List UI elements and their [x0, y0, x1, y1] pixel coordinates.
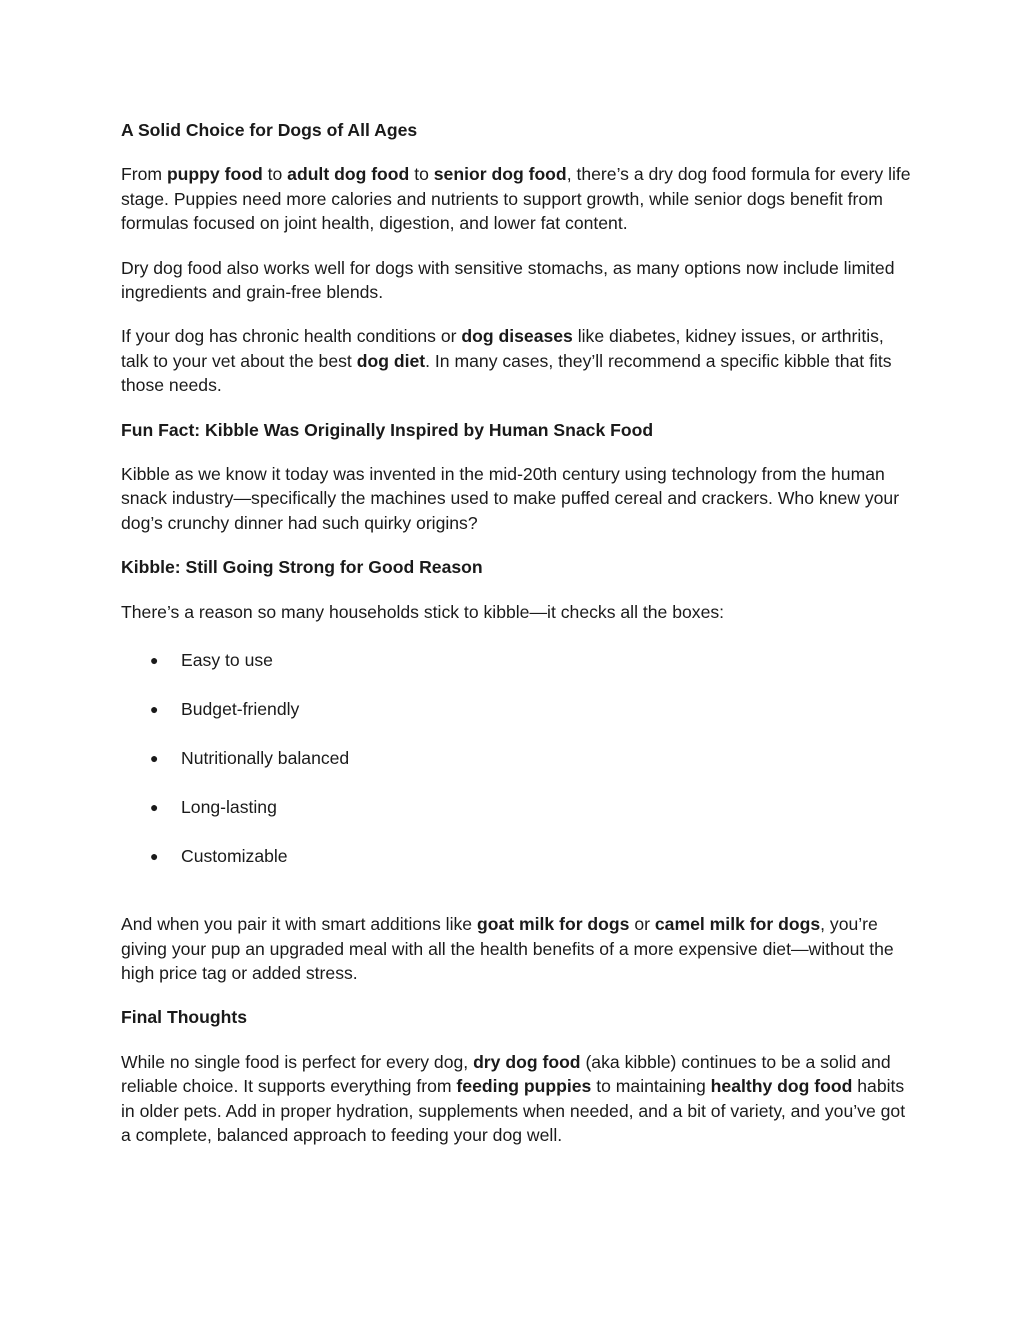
- text-run: , there’s a dry dog food formula for every life stage. Puppies need more calories and nutrients to support growth, while senior dogs benefit from formulas focused on joint health, digestion, and lower fat content.: [121, 164, 911, 234]
- bold-keyword: dog diet: [356, 350, 426, 371]
- text-run: habits in older pets. Add in proper hydration, supplements when needed, and a bit of variety, and you’ve got a complete, balanced approach to feeding your dog well.: [121, 1076, 906, 1145]
- bold-keyword: feeding puppies: [456, 1076, 592, 1097]
- text-run: to: [409, 164, 434, 185]
- bullet-icon: ●: [150, 749, 159, 766]
- bullet-icon: ●: [150, 701, 159, 717]
- text-run: (aka kibble) continues to be a solid and reliable choice. It supports everything from: [121, 1051, 891, 1097]
- paragraph: [121, 600, 911, 624]
- text-run: If your dog has chronic health conditions or: [121, 326, 462, 347]
- text-run: like diabetes, kidney issues, or arthritis, talk to your vet about the best: [121, 326, 884, 371]
- paragraph: [121, 324, 911, 397]
- text-run: Kibble as we know it today was invented in the mid-20th century using technology from the human snack industry—specifically the machines used to make puffed cereal and crackers. Who knew your dog’s crunchy dinner had such quirky origins?: [121, 464, 900, 533]
- list-item: [121, 697, 911, 721]
- text-run: From: [121, 164, 167, 185]
- list-item-label: Easy to use: [181, 650, 273, 671]
- text-run: Dry dog food also works well for dogs with sensitive stomachs, as many options now include limited ingredients and grain-free blends.: [121, 257, 895, 303]
- bullet-icon: ●: [150, 798, 159, 815]
- paragraph: [121, 1050, 911, 1148]
- list-item-label: Nutritionally balanced: [181, 747, 350, 768]
- bold-keyword: goat milk for dogs: [476, 914, 630, 935]
- text-run: While no single food is perfect for every dog,: [121, 1051, 474, 1072]
- section-heading: Kibble: Still Going Strong for Good Reason: [121, 557, 483, 578]
- list-item: [121, 648, 911, 672]
- paragraph: [121, 256, 911, 305]
- list-item: [121, 746, 911, 770]
- bold-keyword: adult dog food: [287, 164, 410, 185]
- text-run: to: [262, 164, 288, 185]
- section-heading: A Solid Choice for Dogs of All Ages: [121, 120, 418, 140]
- document-page: [121, 118, 911, 1167]
- bold-keyword: dog diseases: [461, 326, 573, 347]
- bullet-icon: ●: [150, 847, 159, 864]
- section-heading: Fun Fact: Kibble Was Originally Inspired by Human Snack Food: [121, 419, 654, 440]
- bold-keyword: senior dog food: [433, 164, 567, 185]
- paragraph: [121, 162, 911, 235]
- list-item-label: Customizable: [181, 845, 288, 866]
- text-run: . In many cases, they’ll recommend a specific kibble that fits those needs.: [121, 350, 892, 396]
- bullet-icon: ●: [150, 652, 159, 669]
- text-run: to maintaining: [591, 1076, 711, 1097]
- bold-keyword: dry dog food: [473, 1051, 581, 1072]
- bullet-list: [121, 648, 911, 868]
- text-run: And when you pair it with smart additions like: [121, 914, 477, 935]
- text-run: or: [629, 914, 655, 935]
- text-run: , you’re giving your pup an upgraded meal with all the health benefits of a more expensive diet—without the high price tag or added stress.: [121, 914, 894, 983]
- bold-keyword: puppy food: [166, 164, 263, 185]
- bold-keyword: healthy dog food: [710, 1076, 853, 1097]
- bold-keyword: camel milk for dogs: [654, 914, 821, 935]
- paragraph: [121, 912, 911, 985]
- text-run: There’s a reason so many households stick to kibble—it checks all the boxes:: [121, 601, 725, 622]
- paragraph: [121, 462, 911, 535]
- list-item: [121, 795, 911, 819]
- list-item-label: Long-lasting: [181, 796, 277, 817]
- list-item-label: Budget-friendly: [181, 699, 300, 719]
- section-heading: Final Thoughts: [121, 1007, 248, 1028]
- list-item: [121, 844, 911, 868]
